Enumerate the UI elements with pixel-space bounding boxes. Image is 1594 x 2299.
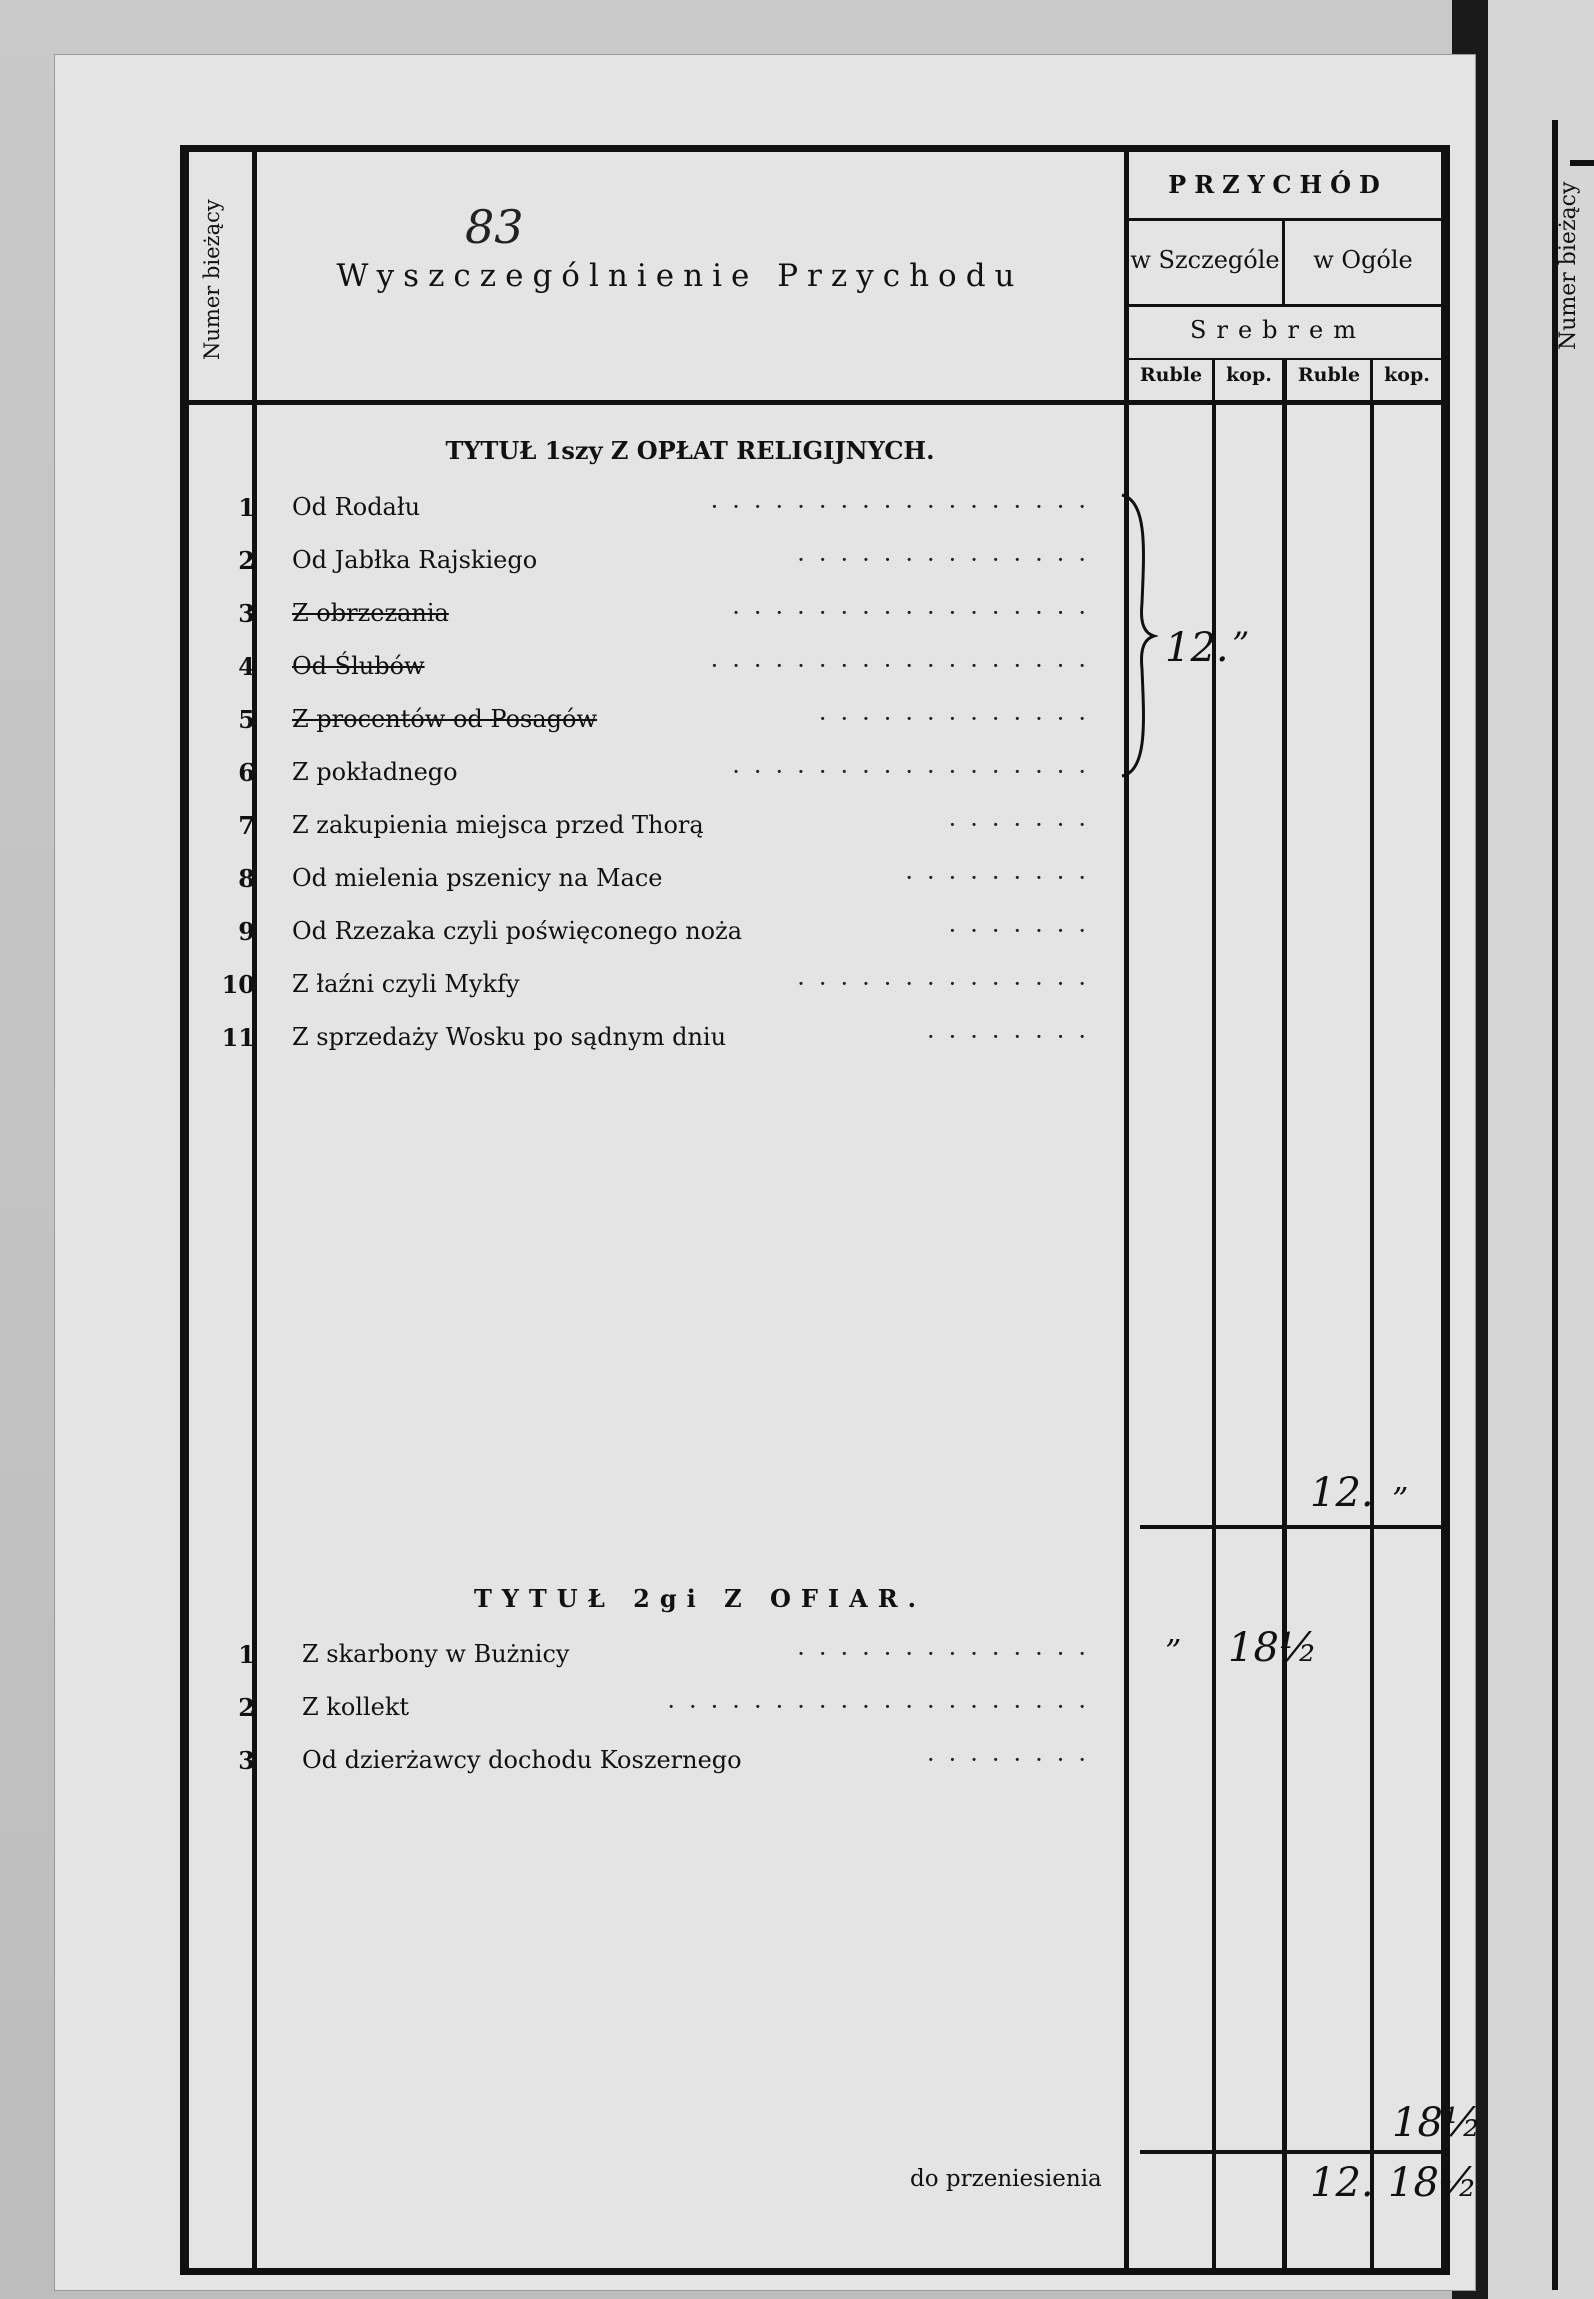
table-row (200, 1023, 1100, 1063)
row-number: 3 (238, 1746, 255, 1775)
leader-dots: ········ (926, 1746, 1100, 1774)
leader-dots: ···················· (667, 1693, 1100, 1721)
rule-header-bottom (185, 400, 1445, 405)
page-folio-note: 83 (465, 200, 524, 254)
table-row (200, 652, 1100, 692)
carry-forward-rubles: 12. (1310, 2160, 1374, 2206)
carry-forward-label: do przeniesienia (910, 2166, 1102, 2192)
row-description: Z obrzezania (292, 599, 449, 627)
rule-description-column (1124, 150, 1129, 2268)
adjacent-number-label: Numer bieżący (1556, 181, 1581, 350)
leader-dots: ················· (732, 599, 1100, 627)
row-number: 10 (221, 970, 255, 999)
table-row (200, 1640, 1100, 1680)
kop-header-1: kop. (1226, 364, 1272, 386)
row-description: Z skarbony w Bużnicy (302, 1640, 570, 1668)
number-column-header: Numer bieżący (200, 199, 224, 361)
currency-header: Srebrem (1190, 316, 1366, 344)
row-number: 2 (238, 546, 255, 575)
section2-row1-kop: 18½ (1228, 1625, 1318, 1671)
row-number: 1 (238, 493, 255, 522)
leader-dots: ······· (948, 811, 1100, 839)
leader-dots: ············· (818, 705, 1100, 733)
leader-dots: ·················· (710, 493, 1100, 521)
rule-unit-sep-1 (1212, 360, 1215, 400)
table-row (200, 493, 1100, 533)
row-number: 2 (238, 1693, 255, 1722)
table-row (200, 758, 1100, 798)
row-description: Z zakupienia miejsca przed Thorą (292, 811, 704, 839)
kop-header-2: kop. (1384, 364, 1430, 386)
rule-srebrem-bottom (1128, 358, 1443, 360)
row-number: 5 (238, 705, 255, 734)
rule-unit-sep-2 (1370, 360, 1373, 400)
row-description: Z procentów od Posagów (292, 705, 598, 733)
table-row (200, 1746, 1100, 1786)
section1-total-rubles: 12. (1310, 1470, 1374, 1516)
leader-dots: ·············· (797, 970, 1100, 998)
detail-header: w Szczególe (1130, 246, 1280, 274)
rule-header-detail-total (1282, 220, 1285, 305)
row-number: 8 (238, 864, 255, 893)
rule-section1-total (1140, 1525, 1450, 1529)
table-row (200, 1693, 1100, 1733)
section1-detail-kop: ” (1232, 625, 1250, 665)
row-description: Od Jabłka Rajskiego (292, 546, 538, 574)
section2-row1-rubles: ” (1165, 1632, 1182, 1670)
row-description: Od Rodału (292, 493, 421, 521)
income-header: PRZYCHÓD (1168, 170, 1388, 199)
row-description: Od Ślubów (292, 652, 425, 680)
table-row (200, 864, 1100, 904)
row-description: Od mielenia pszenicy na Mace (292, 864, 663, 892)
table-row (200, 599, 1100, 639)
leader-dots: ·············· (797, 546, 1100, 574)
row-description: Od dzierżawcy dochodu Koszernego (302, 1746, 742, 1774)
leader-dots: ·············· (797, 1640, 1100, 1668)
row-number: 1 (238, 1640, 255, 1669)
rule-przychod-bottom (1128, 218, 1443, 221)
section1-detail-rubles: 12. (1165, 625, 1229, 671)
section2-total-kop: 18½ (1392, 2100, 1482, 2146)
table-row (200, 970, 1100, 1010)
row-number: 4 (238, 652, 255, 681)
rubles-header-1: Ruble (1139, 364, 1203, 386)
row-number: 9 (238, 917, 255, 946)
carry-forward-kop: 18½ (1388, 2160, 1478, 2206)
row-description: Z sprzedaży Wosku po sądnym dniu (292, 1023, 727, 1051)
rule-rubles-kop-2 (1370, 402, 1374, 2268)
rule-number-column (252, 150, 257, 2268)
rule-carry-top (1140, 2150, 1450, 2154)
row-number: 11 (221, 1023, 255, 1052)
leader-dots: ········ (926, 1023, 1100, 1051)
row-number: 7 (238, 811, 255, 840)
section2-title: TYTUŁ 2gi Z OFIAR. (473, 1584, 927, 1613)
rule-rubles-kop-1 (1212, 402, 1216, 2268)
table-row (200, 811, 1100, 851)
leader-dots: ·················· (710, 652, 1100, 680)
row-description: Z pokładnego (292, 758, 458, 786)
rubles-header-2: Ruble (1297, 364, 1361, 386)
grouping-brace (1118, 493, 1158, 778)
table-row (200, 917, 1100, 957)
rule-detail-total (1282, 360, 1287, 2268)
row-number: 6 (238, 758, 255, 787)
total-header: w Ogóle (1313, 246, 1413, 274)
row-description: Z łaźni czyli Mykfy (292, 970, 520, 998)
row-description: Z kollekt (302, 1693, 410, 1721)
section1-total-kop: ” (1392, 1480, 1409, 1518)
leader-dots: ········· (905, 864, 1100, 892)
table-row (200, 546, 1100, 586)
section1-title: TYTUŁ 1szy Z OPŁAT RELIGIJNYCH. (445, 436, 935, 465)
table-row (200, 705, 1100, 745)
description-column-header: Wyszczególnienie Przychodu (336, 258, 1024, 294)
row-description: Od Rzezaka czyli poświęconego noża (292, 917, 743, 945)
rule-detail-bottom (1128, 304, 1443, 307)
leader-dots: ······· (948, 917, 1100, 945)
leader-dots: ················· (732, 758, 1100, 786)
row-number: 3 (238, 599, 255, 628)
